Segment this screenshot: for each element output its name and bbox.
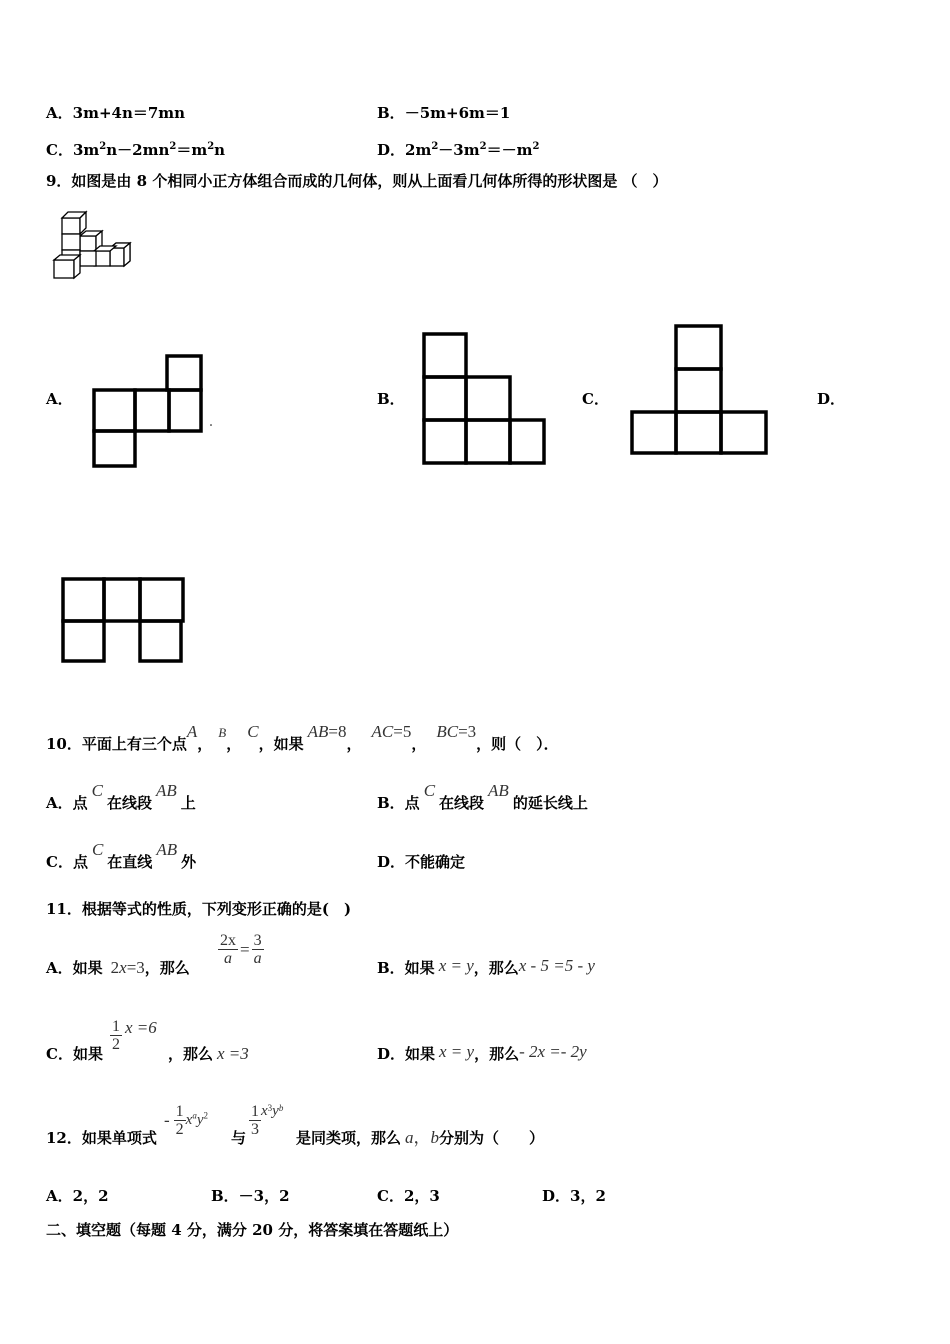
q10-b-label: B．点 (377, 794, 420, 812)
q11-option-d (377, 1042, 587, 1063)
q10-option-c (46, 840, 197, 871)
q8-c-part: 3m (72, 141, 100, 159)
q11-d-then: ，那么 (474, 1045, 520, 1063)
q9-option-c-label: C． (582, 390, 609, 408)
q12-m2-frac-num: 1 (251, 1103, 259, 1120)
q12-m1-frac-den: 2 (175, 1121, 184, 1138)
q11-c-frac-den: 2 (112, 1036, 120, 1053)
q11-c-tail (168, 1045, 249, 1063)
q8-option-c (46, 138, 225, 159)
q8-d-sup: 2 (532, 141, 540, 152)
q12-comma: ， (413, 1128, 431, 1147)
q11-a-frac1-num: 2x (220, 932, 236, 949)
q11-stem: 11．根据等式的性质，下列变形正确的是( ) (46, 900, 352, 918)
q12-monomial-1 (164, 1103, 208, 1138)
q9-option-a-label: A． (46, 390, 73, 408)
q8-option-b-text: －5m+6m＝1 (404, 104, 511, 122)
q11-a-frac2-den: a (253, 950, 262, 967)
q11-a-label: A．如果 (46, 959, 103, 977)
q10-a-text: 在线段 (106, 794, 152, 812)
q10-b-seg: AB (488, 781, 509, 800)
q8-d-part: －3m (438, 141, 480, 159)
q10-a-text: 上 (180, 794, 196, 812)
q9-option-a-figure (90, 352, 220, 472)
q11-a-rhs: =3 (126, 958, 145, 977)
q11-c-label: C．如果 (46, 1045, 103, 1063)
q12-stem-text: 分别为（ ） (439, 1129, 545, 1147)
q10-seg-ac-value: =5 (393, 722, 412, 741)
q9-option-c-figure (628, 322, 773, 458)
q12-stem-rest (296, 1129, 544, 1147)
q8-c-sup: 2 (207, 141, 215, 152)
q8-c-sup: 2 (99, 141, 107, 152)
q8-option-d (377, 138, 539, 159)
q10-option-d: D．不能确定 (377, 853, 466, 871)
q11-b-then: ，那么 (473, 959, 519, 977)
q11-d-cond: x = y (439, 1042, 475, 1061)
q11-a-coef: 2 (110, 958, 120, 977)
q12-m1-exp-2: 2 (203, 1110, 209, 1121)
q8-d-sup: 2 (479, 141, 487, 152)
q10-c-point: C (91, 840, 104, 859)
q11-a-var: x (119, 958, 127, 977)
q11-option-c (46, 1045, 103, 1063)
q8-option-a (46, 104, 185, 122)
q10-a-seg: AB (156, 781, 177, 800)
q12-m2-x: x (261, 1103, 268, 1119)
q10-option-b (377, 781, 588, 812)
q11-c-result: x =3 (217, 1044, 249, 1063)
q12-stem-pre: 12．如果单项式 (46, 1129, 157, 1147)
q10-c-label: C．点 (46, 853, 88, 871)
q11-b-label: B．如果 (377, 959, 435, 977)
q9-option-b-label: B． (377, 390, 405, 408)
q11-d-label: D．如果 (377, 1045, 436, 1063)
q12-option-d: D．3，2 (542, 1187, 606, 1205)
q10-c-text: 外 (181, 853, 197, 871)
q10-point-c: C (247, 722, 259, 741)
q12-m1-frac-num: 1 (175, 1103, 184, 1120)
q12-var-b: b (430, 1128, 440, 1147)
q8-c-part: n－2mn (106, 141, 170, 159)
q11-c-eq: x =6 (125, 1018, 157, 1037)
q10-a-label: A．点 (46, 794, 88, 812)
q12-m2-exp-3: 3 (267, 1103, 273, 1113)
q8-option-b (377, 104, 510, 122)
q11-a-frac2-num: 3 (253, 932, 262, 949)
q10-c-seg: AB (156, 840, 178, 859)
q11-a-frac1-den: a (224, 950, 232, 967)
q8-option-a-label: A． (46, 104, 73, 122)
q10-stem-text: ，如果 (258, 735, 304, 753)
q12-option-c: C．2，3 (377, 1187, 440, 1205)
q8-c-sup: 2 (169, 141, 177, 152)
q11-a-result (218, 932, 264, 967)
q8-option-b-label: B． (377, 104, 405, 122)
q12-m2-y: y (272, 1103, 279, 1119)
q9-option-d-label: D． (817, 390, 846, 408)
q11-c-then: ，那么 (168, 1045, 214, 1063)
q12-var-a: a (405, 1128, 414, 1147)
q12-m1-y: y (196, 1112, 204, 1128)
q11-b-cond: x = y (438, 956, 474, 975)
q12-monomial-2 (249, 1103, 283, 1138)
q9-solid-figure (50, 208, 134, 282)
q8-option-a-text: 3m+4n＝7mn (72, 104, 186, 122)
q11-c-cond (110, 1018, 157, 1053)
q12-m1-exp-a: a (192, 1110, 197, 1121)
q10-a-point: C (91, 781, 103, 800)
q10-point-a: A (186, 722, 198, 741)
q9-option-b-figure (420, 330, 550, 468)
q10-stem-text: ，则（ ）． (476, 735, 559, 753)
q12-option-a: A．2，2 (46, 1187, 109, 1205)
q12-m1-sign: - (164, 1110, 170, 1130)
q10-seg-bc-value: =3 (458, 722, 477, 741)
q10-seg-ac: AC (371, 722, 394, 741)
q10-option-a (46, 781, 196, 812)
q10-seg-ab-value: =8 (328, 722, 347, 741)
q12-option-b: B．－3，2 (211, 1187, 290, 1205)
q10-separator: ， (197, 735, 213, 753)
q9-option-d-figure (58, 574, 190, 668)
q11-option-b (377, 956, 595, 977)
q10-point-b: B (218, 725, 227, 740)
q10-c-text: 在直线 (107, 853, 153, 871)
q12-m2-frac-den: 3 (251, 1121, 259, 1138)
q8-c-part: n (214, 141, 226, 159)
q10-stem: 10．平面上有三个点A，B，C，如果AB=8，AC=5，BC=3，则（ ）． (46, 722, 559, 753)
q10-seg-bc: BC (436, 722, 459, 741)
q10-seg-ab: AB (307, 722, 329, 741)
q8-option-c-label: C． (46, 141, 73, 159)
q9-stem: 9．如图是由 8 个相同小正方体组合而成的几何体，则从上面看几何体所得的形状图是 （ ） (46, 172, 668, 190)
q11-c-frac-num: 1 (112, 1018, 120, 1035)
q8-d-part: 2m (405, 141, 432, 159)
q12-stem-text: 是同类项，那么 (296, 1129, 402, 1147)
q12-m1-x: x (185, 1112, 193, 1128)
q11-a-equals: = (240, 939, 250, 959)
q10-separator: ， (226, 735, 242, 753)
q8-d-sup: 2 (431, 141, 439, 152)
q10-b-text: 的延长线上 (512, 794, 588, 812)
q8-d-part: ＝－m (486, 141, 533, 159)
q11-d-result: - 2x =- 2y (519, 1042, 587, 1061)
q11-b-result: x - 5 =5 - y (518, 956, 595, 975)
q10-b-point: C (423, 781, 436, 800)
q11-option-a (46, 959, 190, 977)
q10-stem-text: 10．平面上有三个点 (46, 735, 187, 753)
q12-m2-exp-b: b (278, 1103, 284, 1113)
q12-with: 与 (231, 1129, 247, 1147)
q10-b-text: 在线段 (439, 794, 485, 812)
section-2-title: 二、填空题（每题 4 分，满分 20 分，将答案填在答题纸上） (46, 1221, 459, 1239)
q8-c-part: ＝m (176, 141, 208, 159)
q8-option-d-label: D． (377, 141, 406, 159)
q11-a-then: ，那么 (144, 959, 190, 977)
